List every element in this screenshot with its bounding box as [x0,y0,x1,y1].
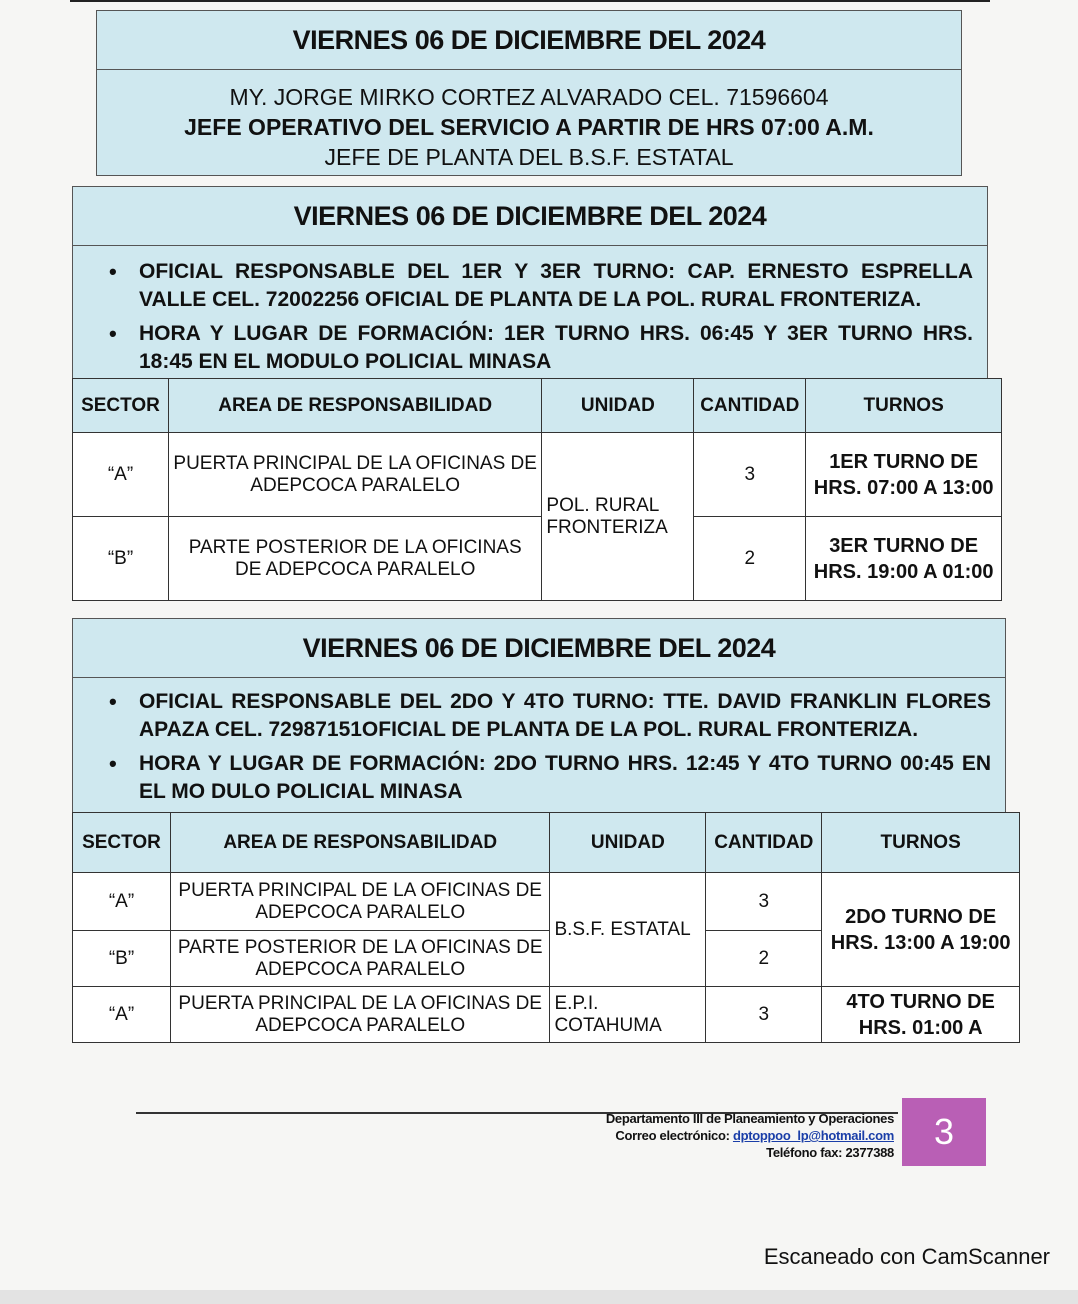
row-turno: 3ER TURNO DE HRS. 19:00 A 01:00 [806,517,1002,601]
footer-email-link[interactable]: dptoppoo_lp@hotmail.com [732,1128,894,1143]
table-row [73,987,1020,1043]
footer-email-line [500,1127,894,1144]
row-cantidad: 3 [706,987,822,1043]
row-sector: “A” [73,987,171,1043]
row-sector: “B” [73,931,171,987]
page-number-badge: 3 [902,1098,986,1166]
footer-department: Departamento III de Planeamiento y Operaciones [605,1111,894,1126]
shift-2-4-table [72,812,1020,1043]
header-unidad: UNIDAD [542,379,694,433]
header-sector: SECTOR [73,379,169,433]
row-sector: “A” [73,873,171,931]
header-area: AREA DE RESPONSABILIDAD [170,813,549,873]
header-turnos: TURNOS [806,379,1002,433]
row-sector: “A” [73,433,169,517]
section2-bullet-officer: • OFICIAL RESPONSABLE DEL 1ER Y 3ER TURNO: CAP. ERNESTO ESPRELLA VALLE CEL. 72002256 OFICIAL DE PLANTA DE LA POL. RURAL FRONTERIZA. [139,258,987,314]
table-row [73,433,1002,517]
row-unidad: E.P.I. COTAHUMA [550,987,706,1043]
shift-1-3-table [72,378,1002,601]
footer-contact [500,1110,894,1161]
row-area: PUERTA PRINCIPAL DE LA OFICINAS DE ADEPCOCA PARALELO [170,987,549,1043]
row-cantidad: 2 [694,517,806,601]
table-header-row [73,379,1002,433]
header-area: AREA DE RESPONSABILIDAD [168,379,541,433]
section-shift-1-3 [72,186,988,386]
row-unidad: POL. RURAL FRONTERIZA [542,433,694,601]
header-cantidad: CANTIDAD [694,379,806,433]
row-unidad: B.S.F. ESTATAL [550,873,706,987]
section3-bullet-officer: • OFICIAL RESPONSABLE DEL 2DO Y 4TO TURNO: TTE. DAVID FRANKLIN FLORES APAZA CEL. 72987151OFICIAL DE PLANTA DE LA POL. RURAL FRONTERIZA. [139,688,1005,744]
footer-email-label: Correo electrónico: [615,1128,730,1143]
row-cantidad: 3 [694,433,806,517]
row-area: PARTE POSTERIOR DE LA OFICINAS DE ADEPCOCA PARALELO [168,517,541,601]
block1-role-line: JEFE OPERATIVO DEL SERVICIO A PARTIR DE HRS 07:00 A.M. [184,114,874,140]
section2-bullet-formation: • HORA Y LUGAR DE FORMACIÓN: 1ER TURNO HRS. 06:45 Y 3ER TURNO HRS. 18:45 EN EL MODULO POLICIAL MINASA [139,320,987,376]
row-area: PUERTA PRINCIPAL DE LA OFICINAS DE ADEPCOCA PARALELO [168,433,541,517]
header-cantidad: CANTIDAD [706,813,822,873]
block1-officer-line: MY. JORGE MIRKO CORTEZ ALVARADO CEL. 71596604 [229,84,829,110]
table-header-row [73,813,1020,873]
row-area: PARTE POSTERIOR DE LA OFICINAS DE ADEPCOCA PARALELO [170,931,549,987]
footer-phone: Teléfono fax: 2377388 [766,1145,894,1160]
row-cantidad: 3 [706,873,822,931]
row-area: PUERTA PRINCIPAL DE LA OFICINAS DE ADEPCOCA PARALELO [170,873,549,931]
table-row [73,873,1020,931]
row-cantidad: 2 [706,931,822,987]
section3-bullet-formation: • HORA Y LUGAR DE FORMACIÓN: 2DO TURNO HRS. 12:45 Y 4TO TURNO 00:45 EN EL MO DULO POLICIAL MINASA [139,750,1005,806]
section3-date: VIERNES 06 DE DICIEMBRE DEL 2024 [73,619,1005,678]
row-turno: 4TO TURNO DE HRS. 01:00 A [822,987,1020,1043]
top-rule [70,0,990,2]
row-turno: 1ER TURNO DE HRS. 07:00 A 13:00 [806,433,1002,517]
row-turno: 2DO TURNO DE HRS. 13:00 A 19:00 [822,873,1020,987]
header-sector: SECTOR [73,813,171,873]
section-shift-2-4 [72,618,1006,814]
camscanner-watermark: Escaneado con CamScanner [763,1244,1050,1269]
section2-date: VIERNES 06 DE DICIEMBRE DEL 2024 [73,187,987,246]
header-unidad: UNIDAD [550,813,706,873]
chief-of-operations-box [96,10,962,176]
block1-unit-line: JEFE DE PLANTA DEL B.S.F. ESTATAL [324,144,734,170]
row-sector: “B” [73,517,169,601]
table-row [73,517,1002,601]
bottom-band [0,1290,1078,1304]
header-turnos: TURNOS [822,813,1020,873]
block1-date: VIERNES 06 DE DICIEMBRE DEL 2024 [97,11,961,70]
